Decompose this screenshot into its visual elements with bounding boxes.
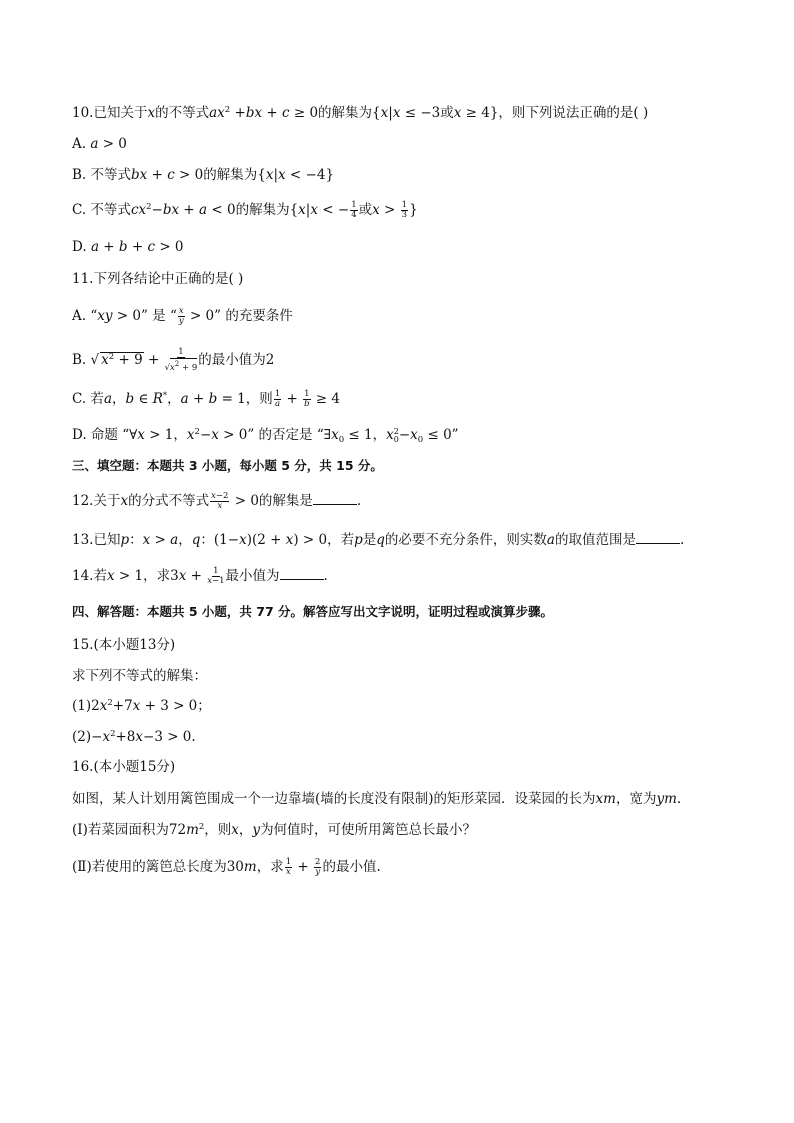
q10-option-a: A. a > 0 — [72, 136, 127, 152]
q16-stem: 如图，某人计划用篱笆围成一个一边靠墙(墙的长度没有限制)的矩形菜园．设菜园的长为xm，宽为ym. — [72, 791, 682, 807]
answer-blank[interactable] — [636, 531, 680, 544]
q15-stem: 求下列不等式的解集： — [72, 668, 207, 684]
q10-stem: 10.已知关于x的不等式$ax^2 +bx + c \ge 0$的解集为{x|x ≤ −3或x ≥ 4}，则下列说法正确的是( ) — [72, 105, 649, 121]
answer-blank[interactable] — [313, 492, 357, 505]
q11-option-b: B. √ $x^2 + 9$ + $\frac{1}{√x^2 + 9}$ 的最小值为2 — [72, 347, 275, 373]
q14: 14.若x > 1，求3x + $\frac{1}{x-1}$ 最小值为 . — [72, 566, 328, 586]
q16-title: 16.(本小题15分) — [72, 759, 176, 775]
section-3-heading: 三、填空题：本题共 3 小题，每小题 5 分，共 15 分。 — [72, 458, 383, 473]
q15-title: 15.(本小题13分) — [72, 637, 176, 653]
q12: 12.关于x的分式不等式 $\frac{x-2}{x}$ > 0的解集是 . — [72, 491, 362, 511]
q16-part-1: (Ⅰ)若菜园面积为$72m^2$，则x，y为何值时，可使所用篱笆总长最小？ — [72, 822, 477, 838]
q11-stem: 11.下列各结论中正确的是( ) — [72, 271, 244, 287]
q15-part-1: $(1)2x^2+7x + 3 > 0$； — [72, 698, 211, 714]
q10-option-b: B. 不等式bx + c > 0的解集为{x|x < −4} — [72, 167, 335, 183]
q10-option-d: D. a + b + c > 0 — [72, 239, 184, 255]
answer-blank[interactable] — [280, 567, 324, 580]
q11-option-c: C. 若a，b ∈ R*，a + b = 1，则 $\frac{1}{a}$ + $\frac{1}{b}$ ≥ 4 — [72, 389, 340, 409]
q13: 13.已知p：x > a，q：(1−x)(2 + x) > 0，若p是q的必要不充分条件，则实数a的取值范围是 . — [72, 532, 685, 548]
q16-part-2: (Ⅱ)若使用的篱笆总长度为30m，求 $\frac{1}{x}$ + $\frac{2}{y}$ 的最小值. — [72, 857, 381, 877]
q15-part-2: $(2)-x^2+8x-3 > 0$. — [72, 729, 196, 745]
q10-option-c: C. 不等式$cx^2-bx + a < 0$的解集为{x|x < − $\frac{1}{4}$ 或x > $\frac{1}{3}$ } — [72, 200, 418, 220]
q11-option-a: A. “xy > 0” 是 “ $\frac{x}{y}$ > 0” 的充要条件 — [72, 306, 293, 326]
section-4-heading: 四、解答题：本题共 5 小题，共 77 分。解答应写出文字说明，证明过程或演算步骤。 — [72, 604, 554, 619]
q11-option-d: D. 命题 “∀x > 1，$x^2-x > 0$” 的否定是 “$\exists x_0 \le 1$，x 2 0 $-x_0 \le 0$” — [72, 426, 459, 445]
